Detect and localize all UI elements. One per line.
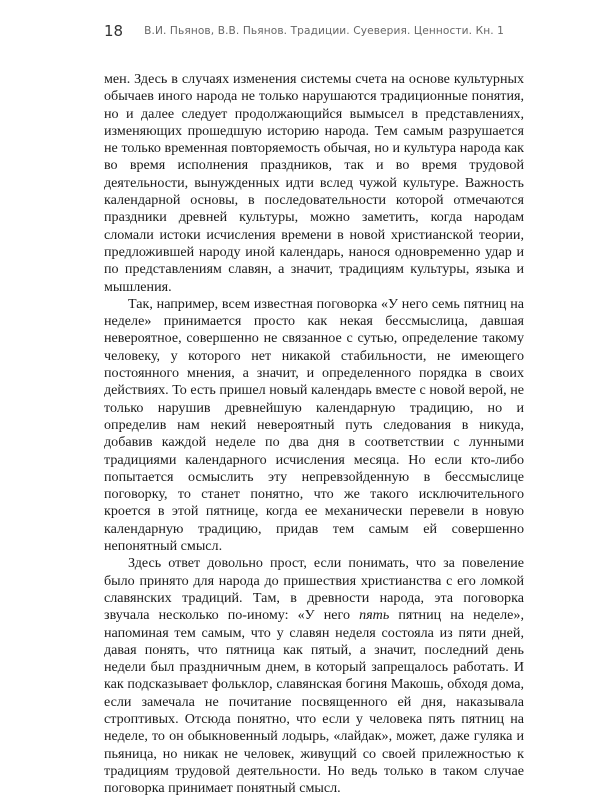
- paragraph-2: Так, например, всем известная поговорка «У него семь пятниц на неделе» принимается просто как некая бессмыслица, давшая невероятное, совершенно не связанное с сутью, определение такому человеку, у которого нет никакой стабильности, не имеющего постоянного мнения, а значит, и определенного порядка в своих действиях. То есть пришел новый календарь вместе с новой верой, не только нарушив древнейшую календарную традицию, но и определив нам некий невероятный путь следования в никуда, добавив каждой неделе по два дня в соответствии с лунными традициями календарного исчисления месяца. Но если кто-либо попытается осмыслить эту непревзойденную в бессмыслице поговорку, то станет понятно, что же такого исключительного кроется в этой пятнице, когда ее механически перевели в новую календарную традицию, придав тем самым ей совершенно непонятный смысл.: [104, 295, 524, 555]
- body-text: [104, 71, 524, 797]
- paragraph-3-text-start: Здесь ответ довольно прост, если понимать, что за повеление было принято для народа до пришествия христианства с его ломкой славянских традиций. Там, в древности народа, эта поговорка звучала несколько по-иному: «У него: [104, 555, 524, 624]
- emphasis-word: пять: [359, 607, 390, 624]
- paragraph-3-text-end: пятниц на неделе», напоминая тем самым, что у славян неделя состояла из пяти дней, давая понять, что пятница как пятый, а значит, последний день недели был праздничным днем, в который запрещалось работать. И как подсказывает фольклор, славянская богиня Макошь, обходя дома, если замечала не почитание посвященного ей дня, наказывала строптивых. Отсюда понятно, что если у человека пять пятниц на неделе, то он обыкновенный лодырь, «лайдак», может, даже гуляка и пьяница, но никак не человек, живущий со своей прилежностью к традициям трудовой деятельности. Но ведь только в таком случае поговорка принимает понятный смысл.: [104, 607, 524, 797]
- running-header: [104, 22, 504, 46]
- paragraph-1: мен. Здесь в случаях изменения системы счета на основе культурных обычаев иного народа не только нарушаются традиционные понятия, но и далее следует продолжающийся вымысел в представлениях, изменяющих прошедшую историю народа. Тем самым разрушается не только временная повторяемость обычая, но и культура народа как во время исполнения праздников, так и во время трудовой деятельности, вынужденных идти вслед чужой культуре. Важность календарной основы, в последовательности которой отмечаются праздники древней культуры, можно заметить, когда народам сломали истоки исчисления времени в новой христианской теории, предложившей народу иной календарь, нанося одновременно удар и по представлениям славян, а значит, традициям культуры, языка и мышления.: [104, 71, 524, 295]
- running-title: В.И. Пьянов, В.В. Пьянов. Традиции. Суеверия. Ценности. Кн. 1: [144, 25, 504, 37]
- page-number: 18: [104, 22, 124, 40]
- paragraph-3: [104, 555, 524, 797]
